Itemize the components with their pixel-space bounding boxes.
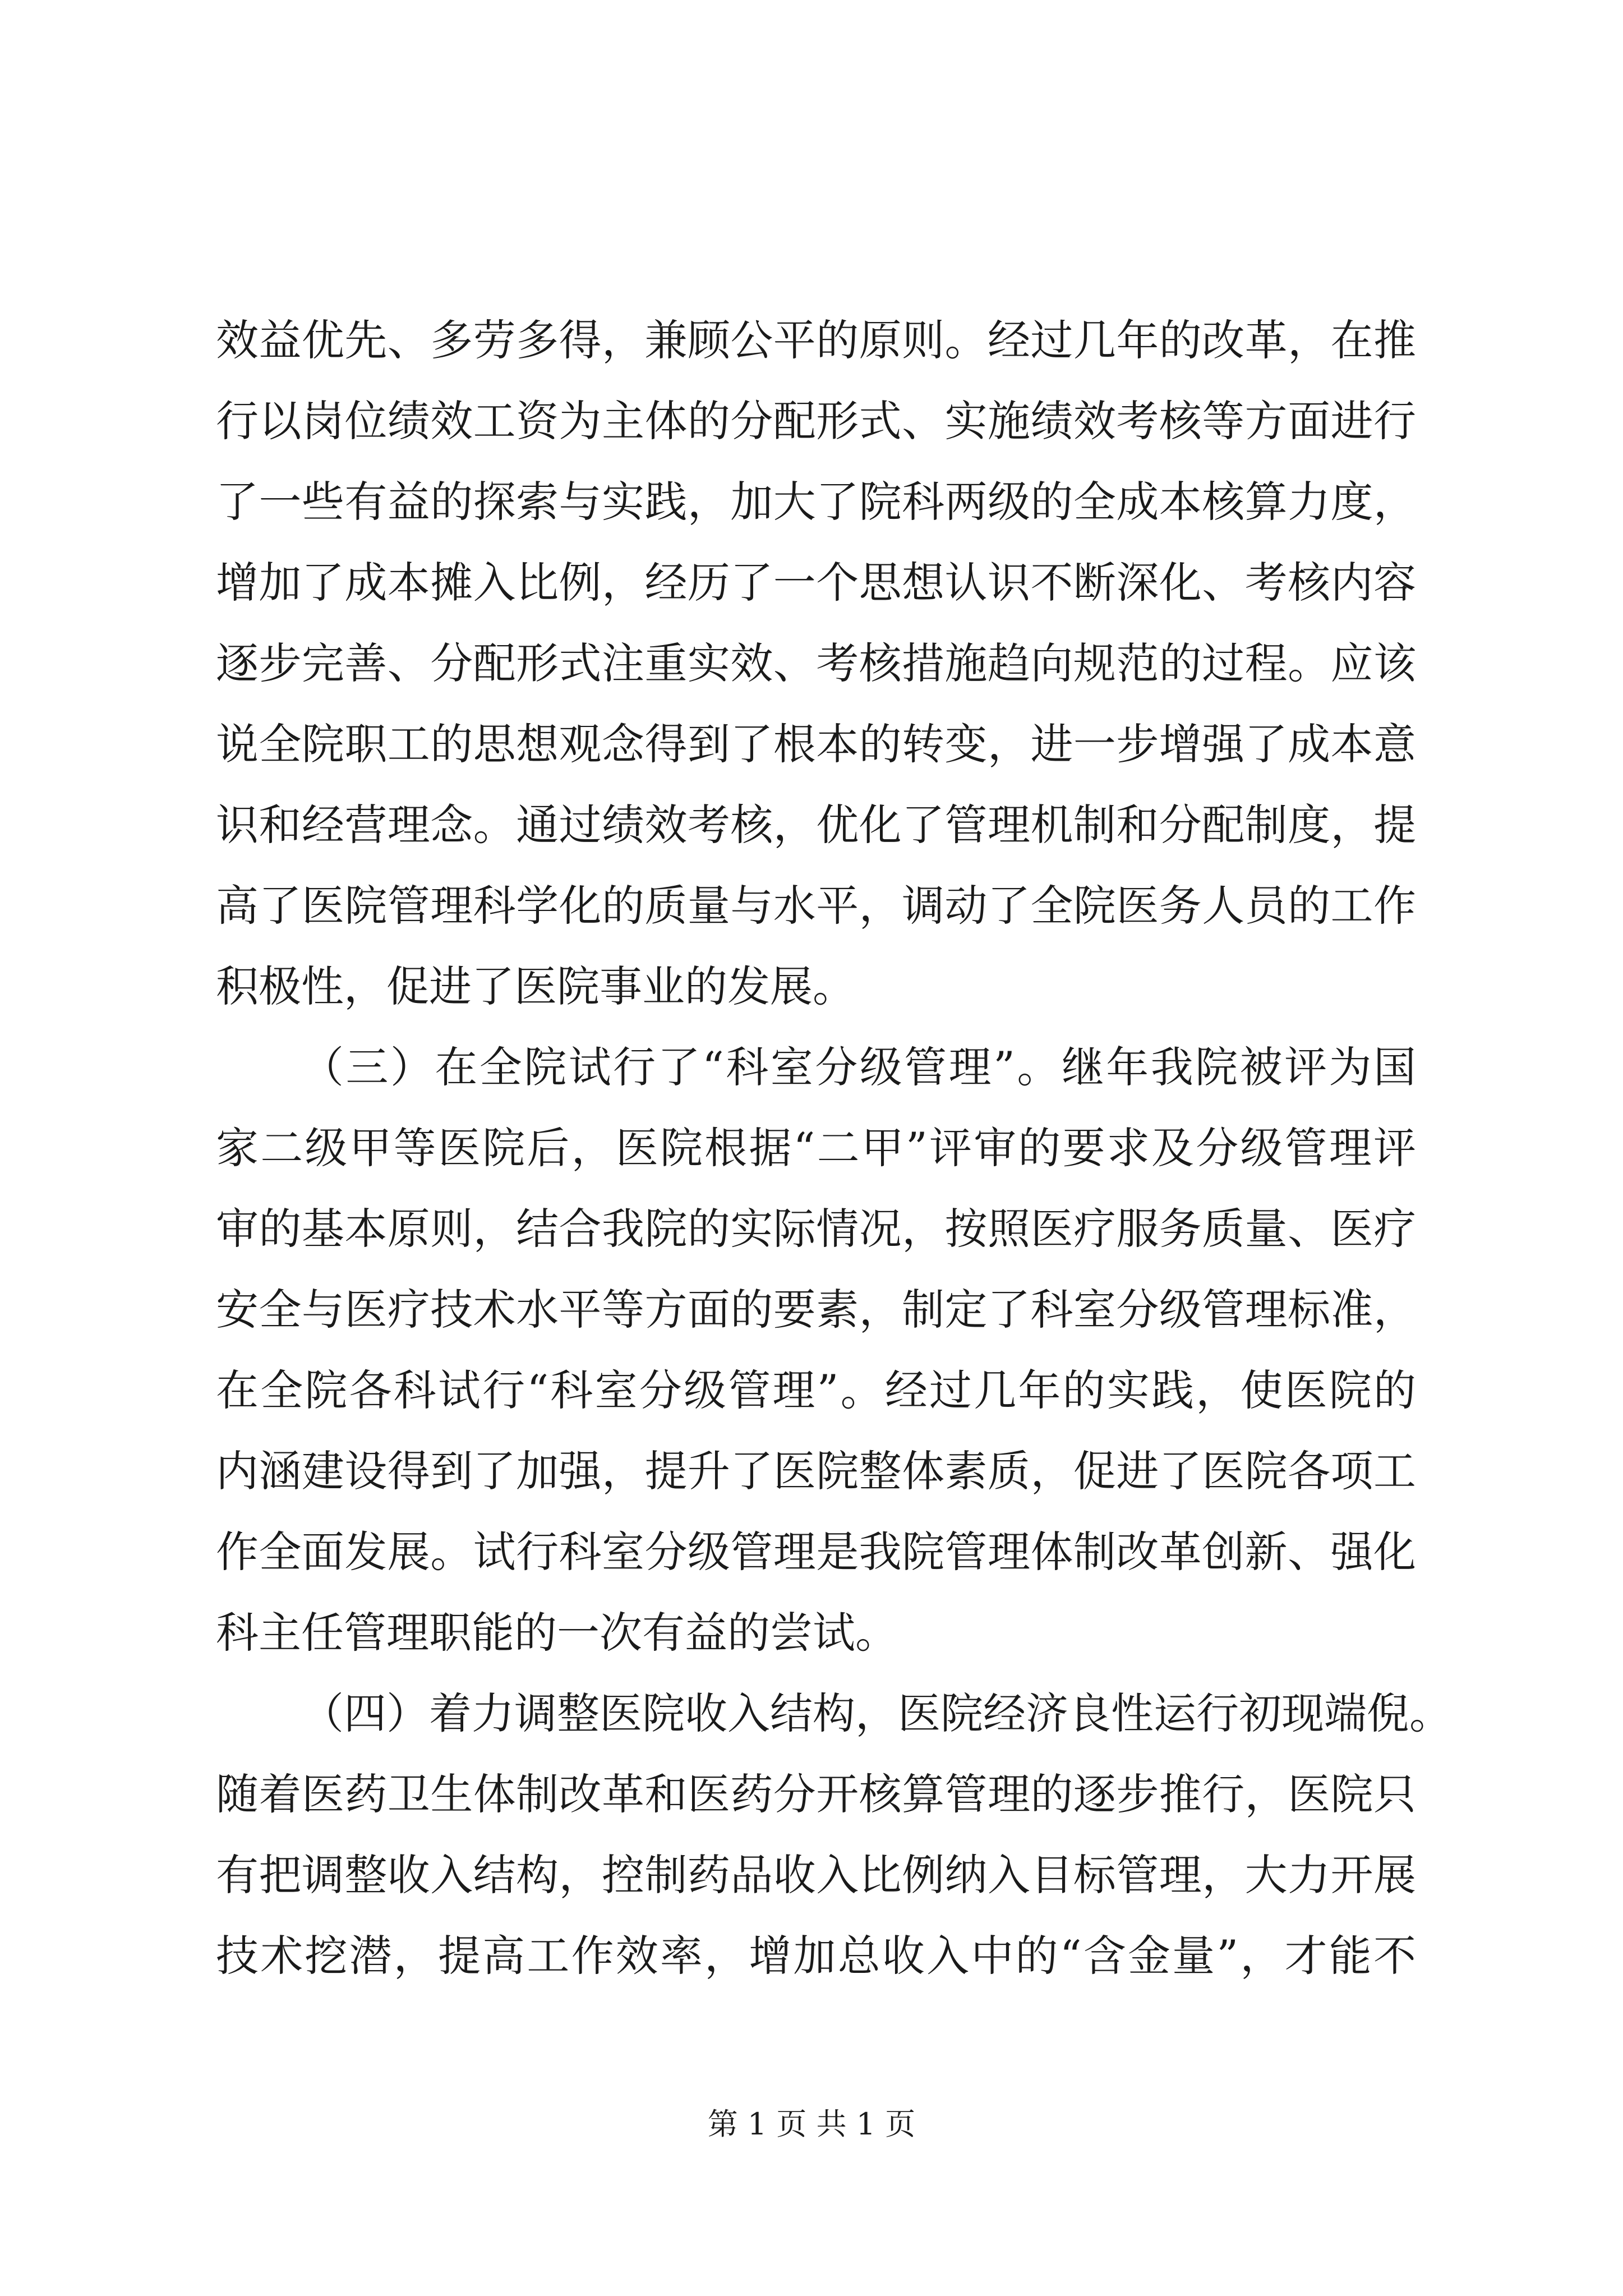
document-body — [216, 300, 1452, 1996]
text-line: 内涵建设得到了加强，提升了医院整体素质，促进了医院各项工 — [216, 1446, 1416, 1496]
text-line: 随着医药卫生体制改革和医药分开核算管理的逐步推行，医院只 — [216, 1769, 1416, 1819]
text-line: 说全院职工的思想观念得到了根本的转变，进一步增强了成本意 — [216, 719, 1416, 769]
text-line: 家二级甲等医院后，医院根据“二甲”评审的要求及分级管理评 — [216, 1123, 1416, 1173]
text-line: 逐步完善、分配形式注重实效、考核措施趋向规范的过程。应该 — [216, 638, 1416, 688]
text-line: 技术挖潜，提高工作效率，增加总收入中的“含金量”，才能不 — [216, 1931, 1416, 1981]
text-line: 积极性，促进了医院事业的发展。 — [216, 961, 855, 1011]
text-line: 作全面发展。试行科室分级管理是我院管理体制改革创新、强化 — [216, 1527, 1416, 1577]
text-line: 了一些有益的探索与实践，加大了院科两级的全成本核算力度， — [216, 477, 1416, 527]
text-line: 行以岗位绩效工资为主体的分配形式、实施绩效考核等方面进行 — [216, 396, 1416, 446]
text-line: 审的基本原则，结合我院的实际情况，按照医疗服务质量、医疗 — [216, 1204, 1416, 1254]
text-line: 安全与医疗技术水平等方面的要素，制定了科室分级管理标准， — [216, 1285, 1416, 1335]
page-footer: 第 1 页 共 1 页 — [707, 2106, 916, 2142]
text-line: 高了医院管理科学化的质量与水平，调动了全院医务人员的工作 — [216, 881, 1416, 931]
text-line: 在全院各科试行“科室分级管理”。经过几年的实践，使医院的 — [216, 1365, 1416, 1415]
paragraph-heading-line: （三）在全院试行了“科室分级管理”。继年我院被评为国 — [301, 1042, 1416, 1092]
text-line: 增加了成本摊入比例，经历了一个思想认识不断深化、考核内容 — [216, 558, 1416, 608]
paragraph-heading-line: （四）着力调整医院收入结构，医院经济良性运行初现端倪。 — [301, 1688, 1452, 1738]
text-line: 识和经营理念。通过绩效考核，优化了管理机制和分配制度，提 — [216, 800, 1416, 850]
text-line: 有把调整收入结构，控制药品收入比例纳入目标管理，大力开展 — [216, 1850, 1416, 1900]
text-line: 科主任管理职能的一次有益的尝试。 — [216, 1608, 898, 1658]
text-line: 效益优先、多劳多得，兼顾公平的原则。经过几年的改革，在推 — [216, 315, 1416, 365]
